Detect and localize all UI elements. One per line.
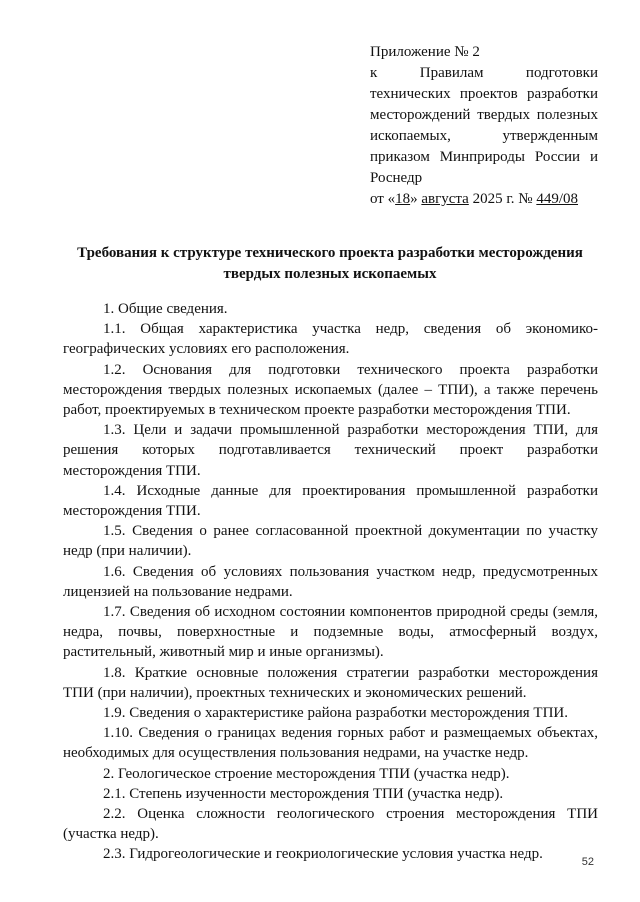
appendix-line: к Правилам подготовки — [370, 65, 598, 81]
paragraph: 1.3. Цели и задачи промышленной разработки месторождения ТПИ, для решения которых подготавливается технический проект разработки месторождения ТПИ. — [63, 422, 598, 479]
appendix-line: приказом Минприроды России и — [370, 149, 598, 165]
paragraph: 1.5. Сведения о ранее согласованной проектной документации по участку недр (при наличии). — [63, 523, 598, 560]
paragraph: 2.3. Гидрогеологические и геокриологические условия участка недр. — [103, 846, 543, 863]
date-month: августа — [421, 191, 469, 207]
order-date-line — [370, 189, 598, 210]
paragraph: 1.2. Основания для подготовки технического проекта разработки месторождения твердых полезных ископаемых (далее – ТПИ), а также перечень работ, проектируемых в техническом проекте разработки месторождения ТПИ. — [63, 361, 598, 419]
paragraph: 1.7. Сведения об исходном состоянии компонентов природной среды (земля, недра, почвы, поверхностные и подземные воды, атмосферный воздух, растительный, животный мир и иные организмы). — [63, 604, 598, 661]
document-body — [63, 299, 598, 865]
paragraph: 1.4. Исходные данные для проектирования промышленной разработки месторождения ТПИ. — [63, 482, 598, 520]
paragraph: 2. Геологическое строение месторождения ТПИ (участка недр). — [103, 765, 510, 782]
appendix-line: технических проектов разработки — [370, 86, 598, 102]
paragraph: 2.1. Степень изученности месторождения ТПИ (участка недр). — [103, 785, 504, 802]
order-number: 449/08 — [536, 191, 579, 207]
paragraph: 1.10. Сведения о границах ведения горных работ и размещаемых объектах, необходимых для осуществления пользования недрами, на участке недр. — [63, 725, 598, 762]
page-number: 52 — [581, 856, 594, 868]
date-prefix: от « — [370, 191, 396, 207]
paragraph: 1.1. Общая характеристика участка недр, сведения об экономико-географических условиях его расположения. — [63, 321, 598, 358]
date-year: 2025 г. № — [468, 191, 537, 207]
appendix-line: месторождений твердых полезных — [370, 107, 598, 123]
date-day: 18 — [395, 191, 411, 207]
title-line: Требования к структуре технического проекта разработки месторождения — [77, 245, 583, 261]
appendix-line: ископаемых, утвержденным — [370, 128, 598, 144]
appendix-number: Приложение № 2 — [370, 44, 480, 60]
paragraph: 2.2. Оценка сложности геологического строения месторождения ТПИ (участка недр). — [63, 806, 598, 843]
paragraph: 1. Общие сведения. — [103, 301, 228, 317]
paragraph: 1.8. Краткие основные положения стратегии разработки месторождения ТПИ (при наличии), проектных технических и экономических решений. — [63, 664, 598, 701]
paragraph: 1.6. Сведения об условиях пользования участком недр, предусмотренных лицензией на пользование недрами. — [63, 563, 598, 600]
appendix-line: Роснедр — [370, 170, 423, 186]
date-mid: » — [410, 191, 422, 207]
paragraph: 1.9. Сведения о характеристике района разработки месторождения ТПИ. — [103, 705, 568, 722]
document-title — [62, 243, 598, 285]
title-line: твердых полезных ископаемых — [223, 266, 437, 282]
appendix-header — [370, 42, 598, 210]
